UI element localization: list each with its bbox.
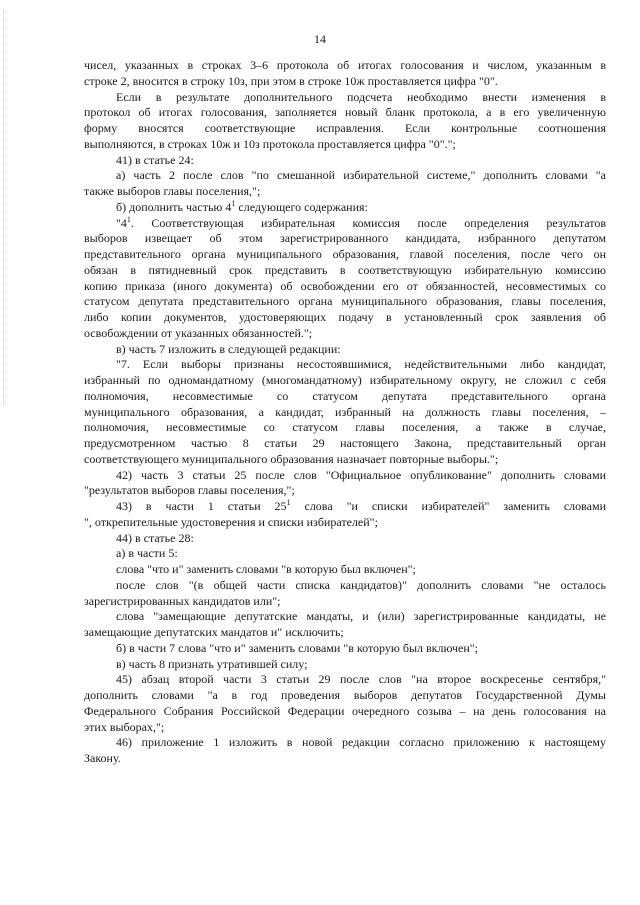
page-number: 14 [314,32,326,46]
text-line: 42) часть 3 статьи 25 после слов "Официальное опубликование" дополнить словами [116,467,606,482]
text-line: муниципального образования, а кандидат, избранный на должность главы поселения, – [84,404,606,419]
text-line: выборов извещает об этом зарегистрированного кандидата, избранного депутатом [84,231,606,246]
text-line: замещающие депутатских мандатов и" исключить; [84,625,344,639]
text-line: также выборов главы поселения,"; [84,184,261,198]
text-line: полномочия, несовместимые со статусом депутата представительного органа [84,388,606,403]
text-line: ", открепительные удостоверения и списки избирателей"; [84,514,378,529]
text-line: строке 2, вносится в строку 10з, при этом в строке 10ж проставляется цифра "0". [84,73,498,88]
document-body [84,58,606,767]
text-line: а) часть 2 после слов "по смешанной избирательной системе," дополнить словами "а [116,168,606,183]
text-line: представительного органа муниципального образования, главой поселения, после чего он [84,247,606,261]
text-line: полномочия, несовместимые со статусом главы поселения, а также в случае, [84,420,606,435]
text-line: в) часть 7 изложить в следующей редакции: [116,341,341,356]
text-line: зарегистрированных кандидатов или"; [84,593,281,608]
text-line: статусом депутата представительного органа муниципального образования, главы поселения, [84,294,606,309]
text-line: а) в части 5: [116,546,178,561]
text-line: Закону. [84,751,121,765]
text-line: избранный по одномандатному (многомандатному) избирательному округу, не сложил с себя [84,373,606,387]
text-line: Федерального Собрания Российской Федерации очередного созыва – на день голосования на [84,703,606,718]
text-line: б) дополнить частью $4^1$ следующего содержания: [116,198,368,214]
text-line: "7. Если выборы признаны несостоявшимися, недействительными либо кандидат, [116,357,606,372]
text-line: выполняются, в строках 10ж и 10з протокола проставляется цифра "0"."; [84,136,456,151]
text-line: обязан в пятидневный срок представить в соответствующую избирательную комиссию [84,262,606,277]
text-line: копию приказа (иного документа) об освобождении его от обязанностей, несовместимых со [84,278,606,293]
text-line: чисел, указанных в строках 3–6 протокола об итогах голосования и числом, указанным в [84,58,606,72]
text-line: освобождении от указанных обязанностей."; [84,325,313,340]
text-line: Если в результате дополнительного подсчета необходимо внести изменения в [116,89,606,104]
text-line: после слов "(в общей части списка кандидатов)" дополнить словами "не осталось [116,577,606,592]
text-line: 41) в статье 24: [116,152,194,167]
text-line: 44) в статье 28: [116,530,194,545]
text-line: протокол об итогах голосования, заполняется новый бланк протокола, а в его увеличенную [84,105,606,120]
text-line: соответствующего муниципального образования назначает повторные выборы."; [84,451,499,466]
text-line: слова "что и" заменить словами "в которую был включен"; [116,562,416,576]
text-line: дополнить словами "а в год проведения выборов депутатов Государственной Думы [84,688,606,702]
text-line: либо копии документов, удостоверяющих подачу в установленный срок заявления об [84,310,606,324]
text-line: 46) приложение 1 изложить в новой редакции согласно приложению к настоящему [116,735,606,750]
text-line: в) часть 8 признать утратившей силу; [116,656,308,671]
text-line: б) в части 7 слова "что и" заменить словами "в которую был включен"; [116,640,479,655]
scan-margin-mark [3,10,7,405]
text-line: "результатов выборов главы поселения,"; [84,483,295,498]
text-line: "$4^1$. Соответствующая избирательная комиссия после определения результатов [116,214,606,230]
text-line: 43) в части 1 статьи $25^1$ слова "и списки избирателей" заменить словами [116,498,606,513]
text-line: 45) абзац второй части 3 статьи 29 после слов "на второе воскресенье сентября," [116,672,606,687]
text-line: слова "замещающие депутатские мандаты, и (или) зарегистрированные кандидаты, не [116,609,606,624]
text-line: форму вносятся соответствующие исправления. Если контрольные соотношения [84,121,606,135]
text-line: предусмотренном частью 8 статьи 29 настоящего Закона, представительный орган [84,436,606,450]
text-line: этих выборах,"; [84,719,165,734]
